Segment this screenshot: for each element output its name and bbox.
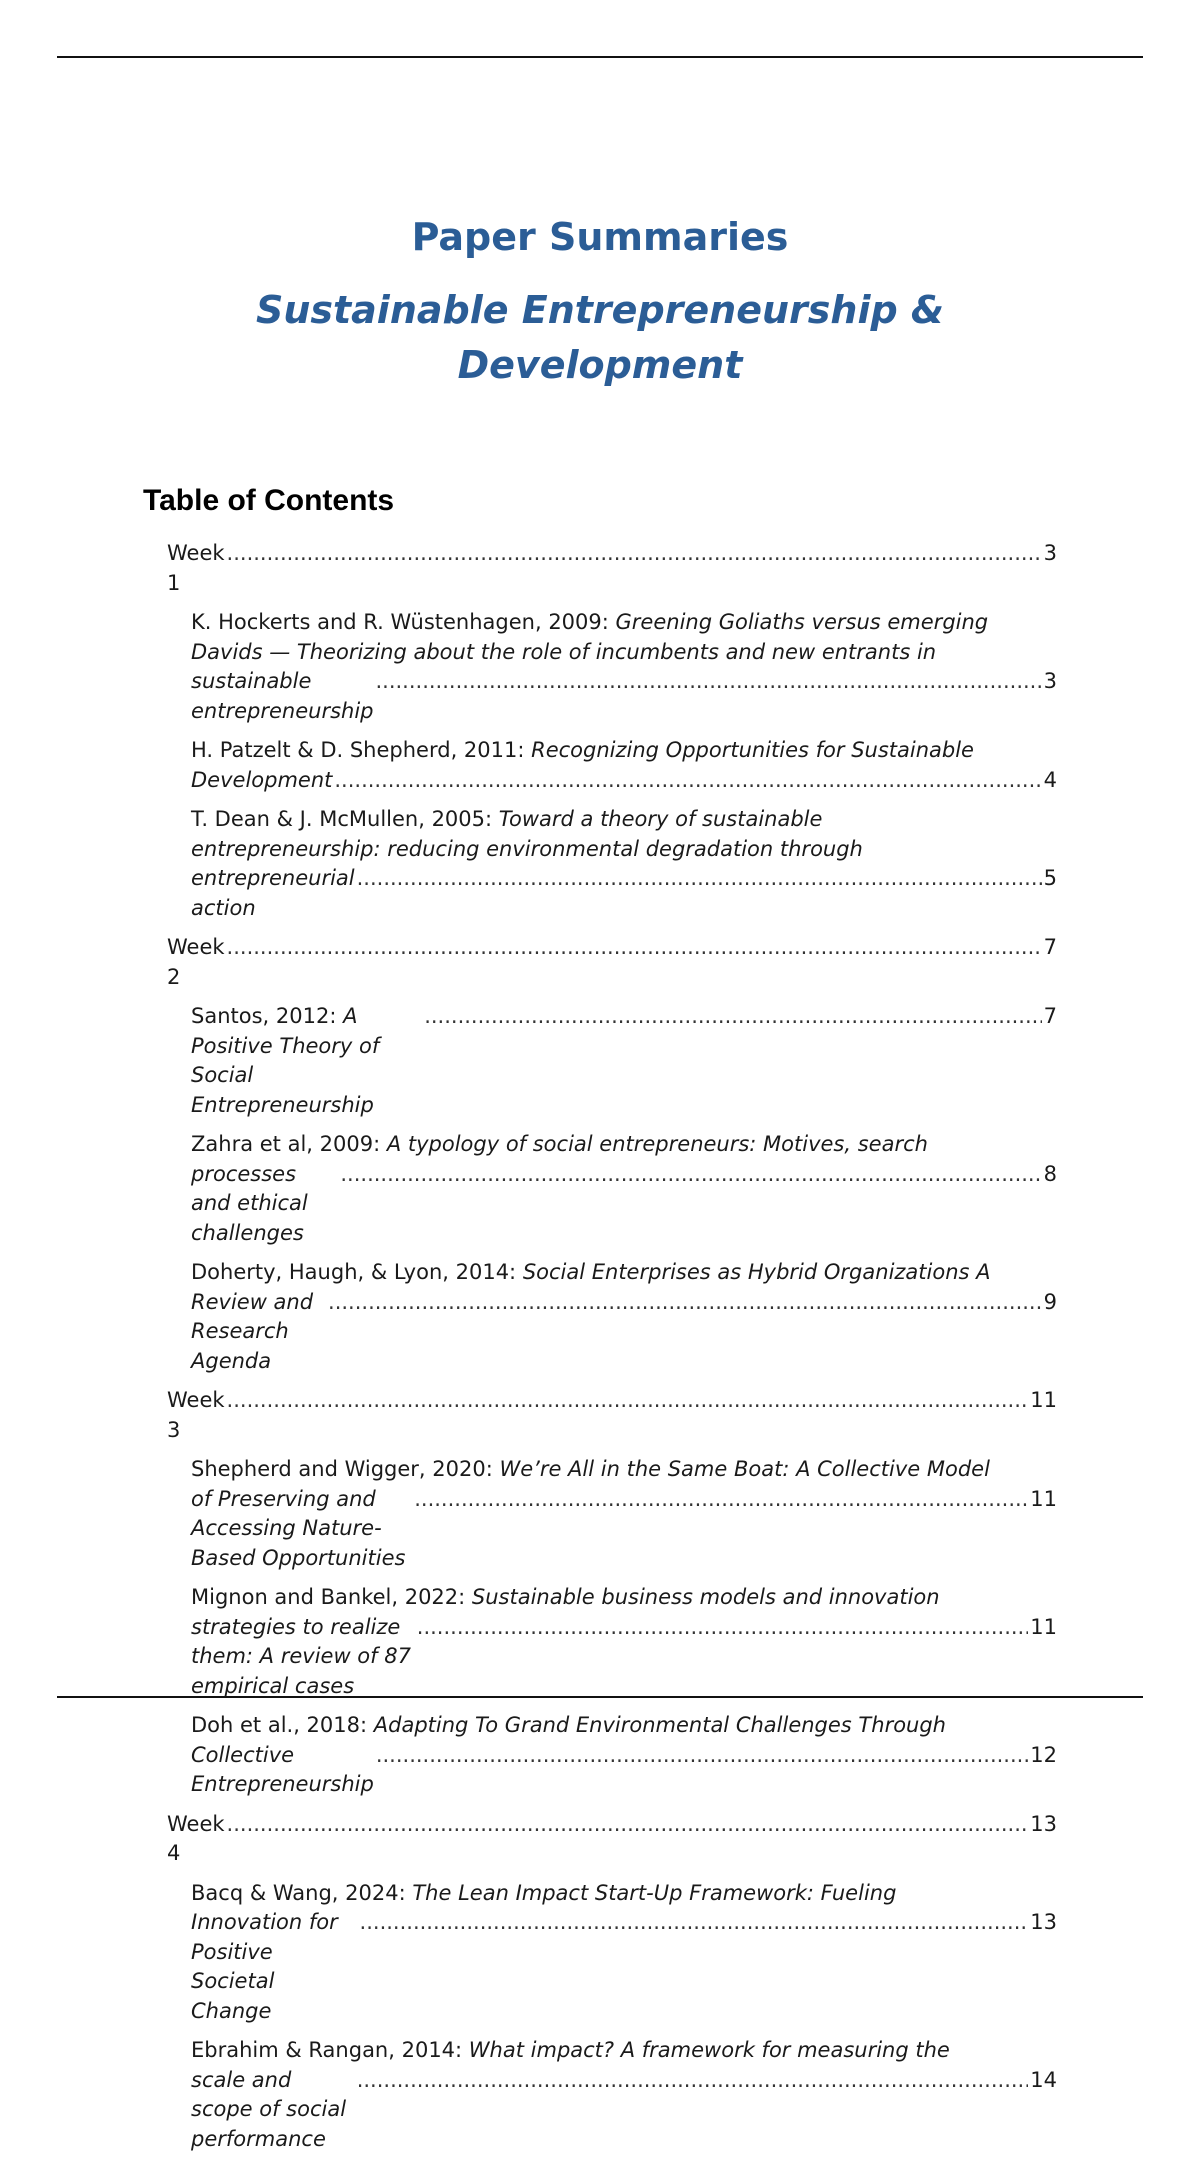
toc-leader-dots — [340, 1160, 1041, 1190]
toc-paper-entry[interactable] — [167, 736, 1057, 795]
toc-leader-dots — [227, 1386, 1029, 1416]
toc-entry-title: A typology of social entrepreneurs: Motives, search — [386, 1132, 928, 1156]
toc-entry-text: Innovation for Positive Societal Change — [191, 1910, 338, 2023]
toc-entry-text: of Preserving and Accessing Nature-Based Opportunities — [191, 1486, 406, 1570]
toc-entry-leader-line — [191, 864, 1057, 923]
document-subtitle: Sustainable Entrepreneurship & Development — [255, 288, 945, 387]
toc-entry-authors: Mignon and Bankel, 2022: — [191, 1585, 472, 1609]
toc-entry-authors: Ebrahim & Rangan, 2014: — [191, 2038, 469, 2062]
toc-entry-title: Recognizing Opportunities for Sustainable — [531, 738, 974, 762]
table-of-contents — [167, 539, 1057, 2164]
toc-entry-text: Week 3 — [167, 1388, 225, 1442]
toc-leader-dots — [227, 1810, 1029, 1840]
toc-paper-entry[interactable] — [167, 805, 1057, 923]
toc-page-number: 8 — [1043, 1161, 1057, 1186]
toc-page-number: 3 — [1043, 669, 1057, 693]
toc-leader-dots — [360, 1908, 1029, 1938]
toc-leader-dots — [375, 667, 1041, 697]
toc-entry-title: The Lean Impact Start-Up Framework: Fueling — [412, 1880, 897, 1905]
toc-entry-line — [191, 608, 1057, 638]
footer-rule — [57, 1696, 1143, 1698]
toc-entry-text: sustainable entrepreneurship — [191, 669, 374, 723]
toc-leader-dots — [334, 766, 1041, 796]
toc-leader-dots — [424, 1002, 1041, 1032]
toc-week-entry[interactable] — [167, 1810, 1057, 1869]
toc-paper-entry[interactable] — [167, 2036, 1057, 2154]
toc-page-number: 9 — [1043, 1289, 1057, 1314]
toc-page-number: 4 — [1043, 767, 1057, 792]
toc-page-number: 5 — [1043, 866, 1057, 890]
toc-leader-dots — [357, 2066, 1029, 2096]
toc-entry-leader-line — [191, 1908, 1057, 2026]
toc-paper-entry[interactable] — [167, 1002, 1057, 1120]
toc-entry-title: Greening Goliaths versus emerging — [615, 610, 989, 634]
toc-page-number: 13 — [1030, 1910, 1057, 1934]
toc-entry-text — [191, 1002, 422, 1120]
toc-entry-leader-line — [191, 1741, 1057, 1800]
toc-paper-entry[interactable] — [167, 1130, 1057, 1248]
toc-entry-text: Review and Research Agenda — [191, 1289, 314, 1373]
document-title: Paper Summaries — [411, 215, 789, 259]
toc-entry-authors: Shepherd and Wigger, 2020: — [191, 1457, 500, 1481]
toc-leader-dots — [357, 864, 1042, 894]
toc-leader-dots — [376, 1741, 1028, 1771]
toc-entry-title: Social Enterprises as Hybrid Organizations A — [522, 1260, 991, 1284]
toc-leader-dots — [417, 1613, 1029, 1643]
toc-page-number: 13 — [1030, 1811, 1057, 1836]
toc-entry-text: Week 1 — [167, 541, 225, 595]
toc-entry-leader-line — [191, 2066, 1057, 2155]
toc-entry-authors: Doherty, Haugh, & Lyon, 2014: — [191, 1260, 523, 1284]
toc-entry-authors: Santos, 2012: — [191, 1004, 344, 1028]
toc-page-number: 12 — [1030, 1742, 1057, 1767]
toc-entry-leader-line — [191, 1485, 1057, 1574]
toc-entry-text: Week 2 — [167, 935, 225, 989]
header-rule — [57, 56, 1143, 58]
toc-leader-dots — [414, 1485, 1028, 1515]
toc-entry-title: Toward a theory of sustainable — [498, 807, 823, 831]
toc-entry-leader-line — [167, 1810, 1057, 1869]
toc-paper-entry[interactable] — [167, 1711, 1057, 1800]
toc-entry-text: Development — [191, 767, 333, 792]
toc-page-number: 11 — [1030, 1614, 1057, 1639]
toc-entry-text: strategies to realize them: A review of 87 empirical cases — [191, 1614, 411, 1698]
toc-entry-authors: H. Patzelt & D. Shepherd, 2011: — [191, 738, 532, 762]
toc-entry-leader-line — [191, 1288, 1057, 1377]
toc-entry-leader-line — [167, 539, 1057, 598]
toc-entry-leader-line — [191, 1613, 1057, 1702]
toc-page-number: 7 — [1043, 935, 1057, 959]
toc-paper-entry[interactable] — [167, 1258, 1057, 1376]
toc-entry-text: scale and scope of social performance — [191, 2067, 347, 2151]
toc-paper-entry[interactable] — [167, 1455, 1057, 1573]
toc-entry-title: Adapting To Grand Environmental Challenges Through — [373, 1713, 946, 1737]
toc-entry-line — [191, 1583, 1057, 1613]
toc-entry-line — [191, 1711, 1057, 1741]
toc-paper-entry[interactable] — [167, 608, 1057, 726]
title-block — [0, 205, 1200, 393]
toc-entry-title: We’re All in the Same Boat: A Collective Model — [499, 1457, 990, 1481]
toc-week-entry[interactable] — [167, 933, 1057, 992]
toc-paper-entry[interactable] — [167, 1879, 1057, 2027]
toc-entry-leader-line — [167, 933, 1057, 992]
toc-heading: Table of Contents — [143, 484, 395, 517]
toc-entry-line — [191, 1455, 1057, 1485]
toc-entry-leader-line — [191, 667, 1057, 726]
toc-entry-authors: Bacq & Wang, 2024: — [191, 1880, 413, 1905]
toc-leader-dots — [227, 539, 1042, 569]
toc-entry-line — [191, 2036, 1057, 2066]
toc-week-entry[interactable] — [167, 1386, 1057, 1445]
toc-paper-entry[interactable] — [167, 1583, 1057, 1701]
toc-entry-leader-line — [191, 1160, 1057, 1249]
toc-entry-leader-line — [167, 1386, 1057, 1445]
toc-entry-title: entrepreneurship: reducing environmental degradation through — [191, 836, 863, 861]
toc-week-entry[interactable] — [167, 539, 1057, 598]
toc-entry-title: What impact? A framework for measuring the — [468, 2038, 950, 2062]
toc-entry-authors: Doh et al., 2018: — [191, 1713, 374, 1737]
toc-entry-title: A Positive Theory of Social Entrepreneurship — [191, 1004, 380, 1117]
toc-entry-text: entrepreneurial action — [191, 866, 355, 920]
toc-entry-line — [191, 805, 1057, 835]
toc-entry-text: Week 4 — [167, 1811, 225, 1865]
toc-page-number: 3 — [1043, 541, 1057, 565]
toc-entry-line — [191, 1130, 1057, 1160]
toc-entry-authors: T. Dean & J. McMullen, 2005: — [191, 807, 499, 831]
toc-page-number: 7 — [1043, 1004, 1057, 1028]
toc-page-number: 11 — [1030, 1388, 1057, 1412]
toc-entry-title: Davids — Theorizing about the role of incumbents and new entrants in — [191, 639, 937, 664]
toc-entry-text: Collective Entrepreneurship — [191, 1742, 374, 1796]
toc-entry-leader-line — [191, 1002, 1057, 1120]
toc-entry-leader-line — [191, 766, 1057, 796]
toc-entry-line — [191, 1879, 1057, 1909]
toc-entry-line — [191, 1258, 1057, 1288]
toc-entry-authors: Zahra et al, 2009: — [191, 1132, 387, 1156]
toc-entry-line — [191, 736, 1057, 766]
toc-leader-dots — [328, 1288, 1042, 1318]
toc-entry-line — [191, 638, 1057, 668]
toc-leader-dots — [227, 933, 1042, 963]
toc-entry-authors: K. Hockerts and R. Wüstenhagen, 2009: — [191, 610, 616, 634]
toc-entry-line — [191, 835, 1057, 865]
toc-page-number: 14 — [1030, 2067, 1057, 2092]
toc-entry-text: processes and ethical challenges — [191, 1161, 308, 1245]
toc-page-number: 11 — [1030, 1486, 1057, 1511]
toc-entry-title: Sustainable business models and innovation — [471, 1585, 940, 1609]
